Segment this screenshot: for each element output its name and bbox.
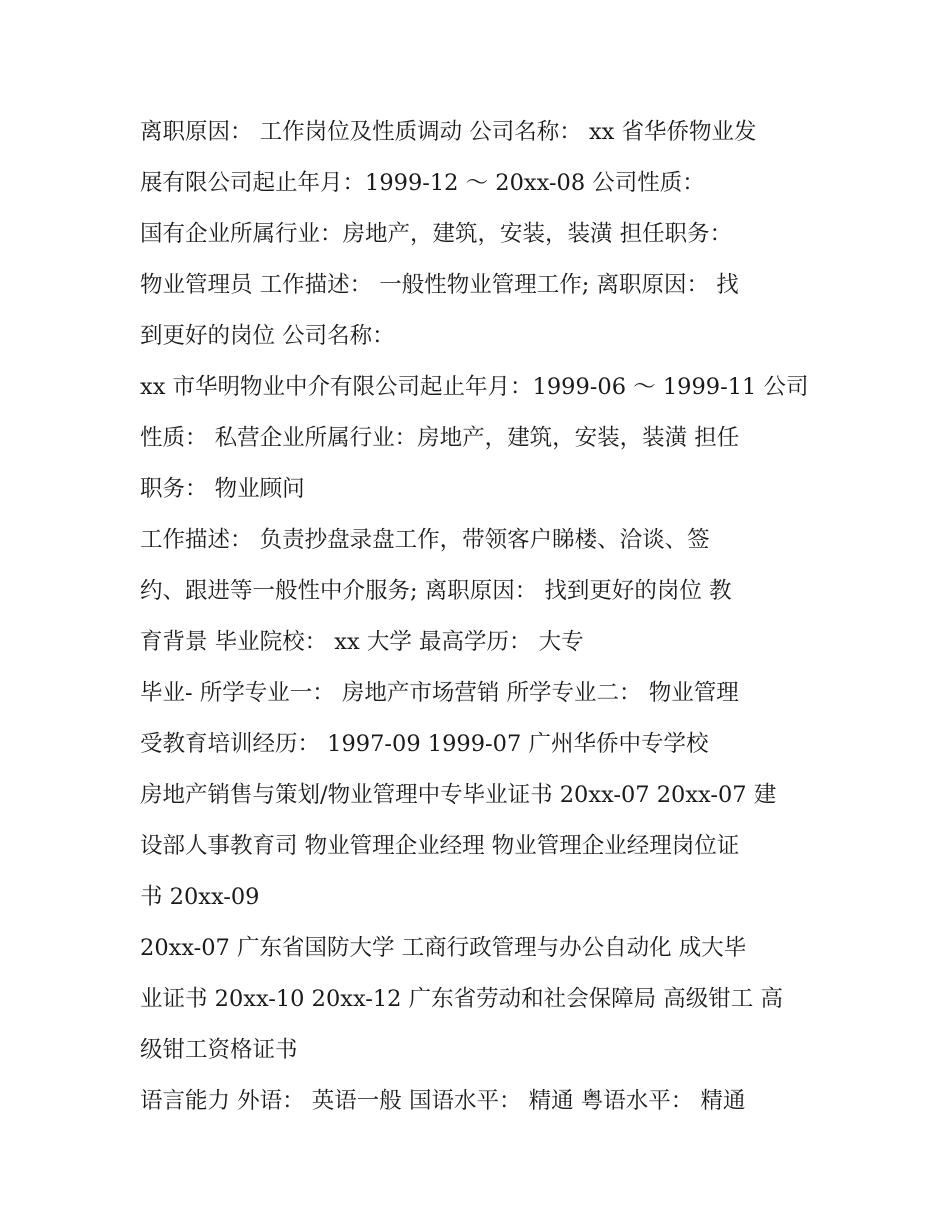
text-line-10: 约、跟进等一般性中介服务; 离职原因： 找到更好的岗位 教 [140, 578, 732, 604]
text-line-1: 离职原因： 工作岗位及性质调动 公司名称： xx 省华侨物业发 [140, 119, 757, 145]
text-line-11: 育背景 毕业院校： xx 大学 最高学历： 大专 [140, 629, 584, 655]
text-line-14: 房地产销售与策划/物业管理中专毕业证书 20xx-07 20xx-07 建 [140, 782, 777, 808]
text-line-8: 职务： 物业顾问 [140, 476, 305, 502]
text-line-9: 工作描述： 负责抄盘录盘工作，带领客户睇楼、洽谈、签 [140, 527, 710, 553]
text-line-12: 毕业- 所学专业一： 房地产市场营销 所学专业二： 物业管理 [140, 680, 739, 706]
text-line-19: 级钳工资格证书 [140, 1037, 298, 1063]
text-line-2: 展有限公司起止年月：1999-12 ～ 20xx-08 公司性质： [140, 170, 705, 196]
text-line-5: 到更好的岗位 公司名称： [140, 323, 395, 349]
text-line-20: 语言能力 外语： 英语一般 国语水平： 精通 粤语水平： 精通 [140, 1088, 746, 1114]
text-line-6: xx 市华明物业中介有限公司起止年月：1999-06 ～ 1999-11 公司 [140, 374, 809, 400]
text-line-16: 书 20xx-09 [140, 884, 260, 910]
text-line-18: 业证书 20xx-10 20xx-12 广东省劳动和社会保障局 高级钳工 高 [140, 986, 783, 1012]
text-line-13: 受教育培训经历： 1997-09 1999-07 广州华侨中专学校 [140, 731, 709, 757]
text-line-15: 设部人事教育司 物业管理企业经理 物业管理企业经理岗位证 [140, 833, 740, 859]
text-line-7: 性质： 私营企业所属行业：房地产，建筑，安装，装潢 担任 [140, 425, 740, 451]
document-body [140, 107, 820, 1127]
text-line-3: 国有企业所属行业：房地产，建筑，安装，装潢 担任职务： [140, 221, 733, 247]
text-line-17: 20xx-07 广东省国防大学 工商行政管理与办公自动化 成大毕 [140, 935, 747, 961]
text-line-4: 物业管理员 工作描述： 一般性物业管理工作; 离职原因： 找 [140, 272, 739, 298]
